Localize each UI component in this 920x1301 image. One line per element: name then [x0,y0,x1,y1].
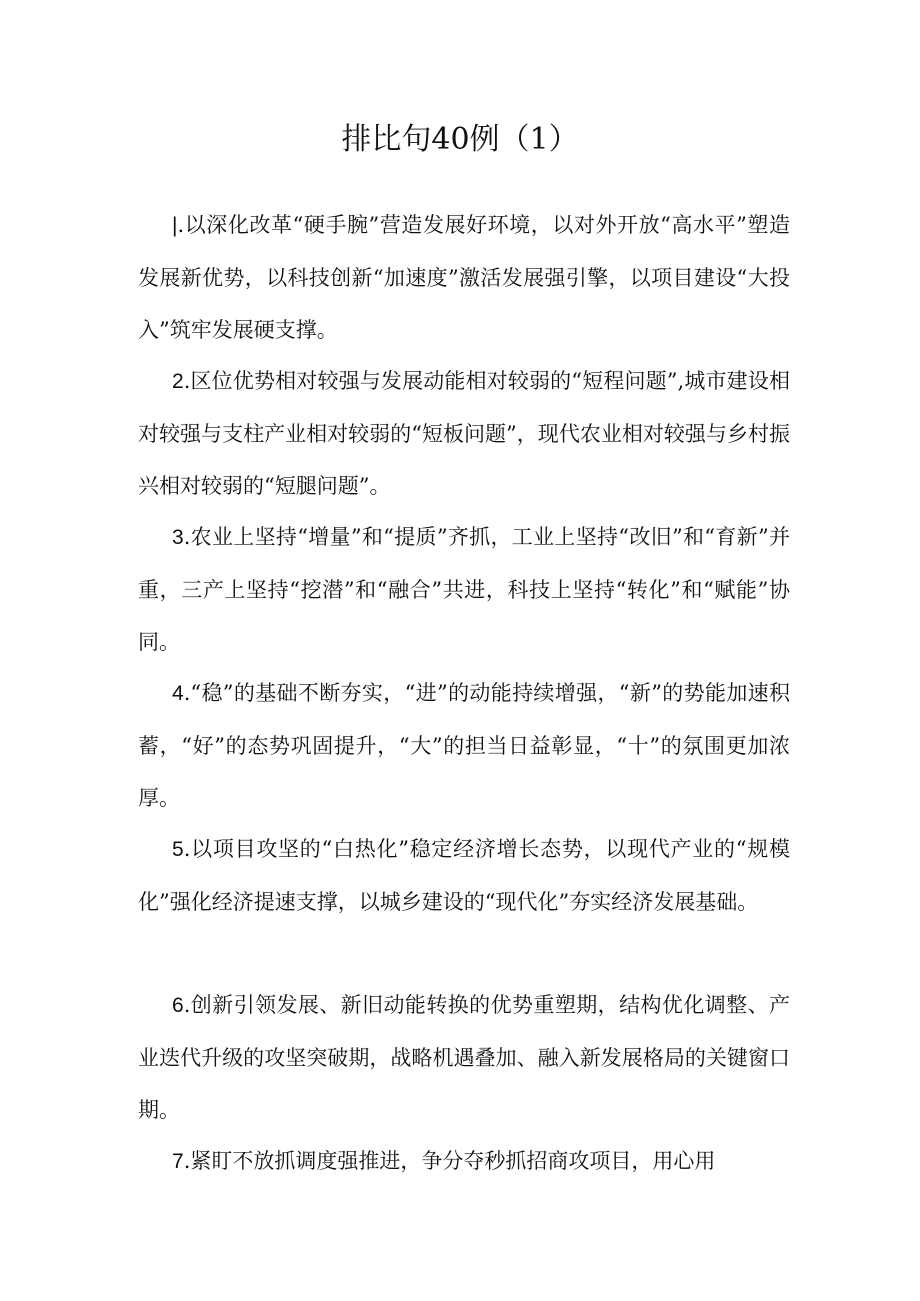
paragraph-number: 2 [172,370,184,393]
paragraph-number: 7 [172,1150,184,1173]
paragraph-text: .“稳”的基础不断夯实，“进”的动能持续增强，“新”的势能加速积蓄，“好”的态势巩固提升，“大”的担当日益彰显，“十”的氛围更加浓厚。 [138,681,790,810]
paragraph-4 [138,667,790,824]
paragraph-number: 4 [172,682,184,705]
paragraph-text: .紧盯不放抓调度强推进，争分夺秒抓招商攻项目，用心用 [183,1149,716,1173]
paragraph-number: 3 [172,526,184,549]
paragraph-3 [138,511,790,668]
paragraph-text: .以项目攻坚的“白热化”稳定经济增长态势，以现代产业的“规模化”强化经济提速支撑，以城乡建设的“现代化”夯实经济发展基础。 [138,837,790,914]
paragraph-2 [138,355,790,512]
paragraph-text: .创新引领发展、新旧动能转换的优势重塑期，结构优化调整、产业迭代升级的攻坚突破期，战略机遇叠加、融入新发展格局的关键窗口期。 [138,993,790,1122]
paragraph-number: 6 [172,994,184,1017]
document-title: 排比句40例（1） [341,122,579,157]
paragraph-number: | [172,214,178,237]
paragraph-6 [138,979,790,1136]
paragraph-text: .区位优势相对较强与发展动能相对较弱的“短程问题”,城市建设相对较强与支柱产业相对较弱的“短板问题”，现代农业相对较强与乡村振兴相对较弱的“短腿问题”。 [138,369,790,498]
paragraph-text: .以深化改革“硬手腕”营造发展好环境，以对外开放“高水平”塑造发展新优势，以科技创新“加速度”激活发展强引擎，以项目建设“大投入”筑牢发展硬支撑。 [138,213,790,342]
paragraph-1 [138,199,790,356]
paragraph-number: 5 [172,838,184,861]
paragraph-7 [138,1135,790,1188]
paragraph-5 [138,823,790,928]
paragraph-text: .农业上坚持“增量”和“提质”齐抓，工业上坚持“改旧”和“育新”并重，三产上坚持“挖潜”和“融合”共进，科技上坚持“转化”和“赋能”协同。 [138,525,790,654]
